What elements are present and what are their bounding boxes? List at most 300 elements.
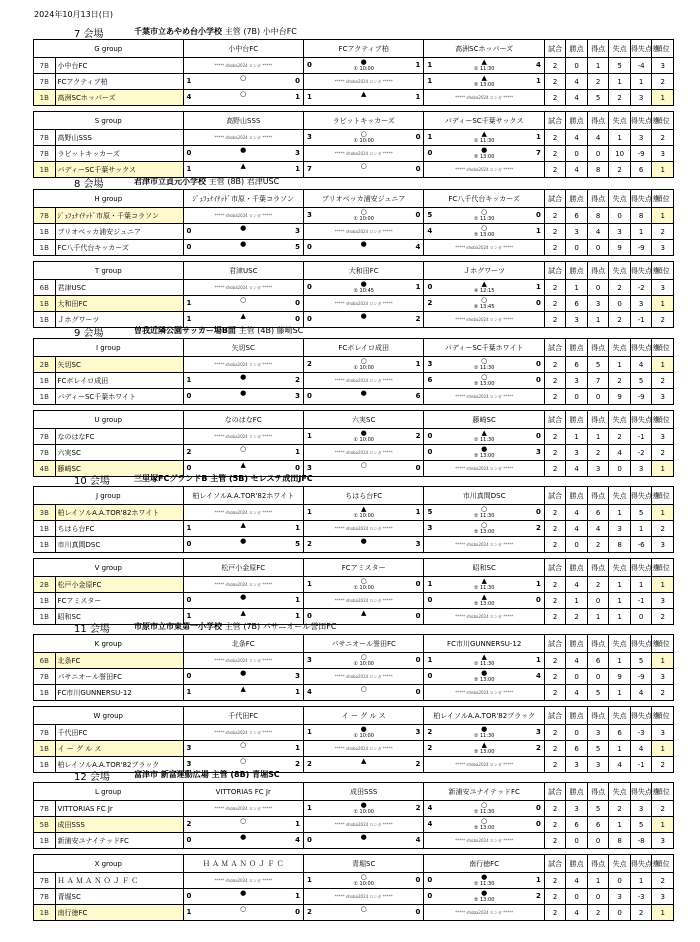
result-mark: ○ bbox=[360, 685, 367, 693]
stat-played: 2 bbox=[544, 685, 566, 701]
match-cell bbox=[424, 801, 544, 817]
team-rank: 3 bbox=[652, 593, 674, 609]
match-cell bbox=[303, 130, 423, 146]
goals-against: 2 bbox=[295, 376, 300, 384]
result-mark: ● bbox=[240, 889, 247, 897]
goals-against: 1 bbox=[295, 596, 300, 604]
stat-goal-diff: 1 bbox=[630, 873, 652, 889]
match-time: ① 10:00 bbox=[353, 365, 374, 371]
result-mark: ○ bbox=[240, 905, 247, 913]
team-row bbox=[34, 521, 674, 537]
result-mark: ● bbox=[360, 240, 367, 248]
stat-goals-for: 0 bbox=[587, 146, 609, 162]
result-mark: ● bbox=[360, 833, 367, 841]
team-grade: 1B bbox=[34, 224, 56, 240]
venue-header bbox=[34, 473, 674, 485]
self-cell: ***** shoba2024 ロンガ ***** bbox=[183, 873, 303, 889]
opponent-header: バディーSC千葉ホワイト bbox=[424, 339, 544, 357]
match-time: ① 10:00 bbox=[353, 216, 374, 222]
venue-header bbox=[34, 769, 674, 781]
header-played: 試合 bbox=[544, 190, 566, 208]
goals-against: 2 bbox=[415, 315, 421, 323]
team-name: 大和田FC bbox=[55, 296, 183, 312]
match-cell bbox=[183, 389, 303, 405]
header-played: 試合 bbox=[544, 783, 566, 801]
self-cell: ***** shoba2024 ロンガ ***** bbox=[424, 905, 544, 921]
result-mark: ● bbox=[240, 373, 247, 381]
stat-played: 2 bbox=[544, 58, 566, 74]
stat-goals-for: 0 bbox=[587, 889, 609, 905]
team-rank: 3 bbox=[652, 833, 674, 849]
stat-goals-for: 4 bbox=[587, 521, 609, 537]
stat-points: 3 bbox=[566, 373, 588, 389]
stat-goals-against: 1 bbox=[609, 505, 631, 521]
stat-played: 2 bbox=[544, 445, 566, 461]
result-mark: ○ bbox=[481, 224, 488, 232]
group-table bbox=[33, 854, 674, 921]
stat-goals-for: 5 bbox=[587, 801, 609, 817]
team-row bbox=[34, 58, 674, 74]
result-mark: ○ bbox=[360, 208, 367, 216]
header-goals: 得点 bbox=[587, 112, 609, 130]
goals-for: 4 bbox=[427, 804, 433, 812]
group-title: U group bbox=[34, 411, 184, 429]
goals-for: 0 bbox=[306, 243, 312, 251]
goals-against: 1 bbox=[295, 820, 300, 828]
header-goals: 得点 bbox=[587, 559, 609, 577]
goals-for: 1 bbox=[186, 376, 192, 384]
result-mark: ○ bbox=[481, 817, 488, 825]
group-table bbox=[33, 39, 674, 106]
venue-host: 主管 (4B) 藤崎SC bbox=[238, 326, 304, 335]
stat-points: 4 bbox=[566, 162, 588, 178]
goals-for: 1 bbox=[306, 93, 312, 101]
team-rank: 2 bbox=[652, 130, 674, 146]
match-cell bbox=[424, 889, 544, 905]
match-time: ④ 12:15 bbox=[473, 288, 495, 294]
match-cell bbox=[303, 905, 423, 921]
goals-against: 0 bbox=[295, 464, 300, 472]
header-lost: 失点 bbox=[609, 635, 631, 653]
stat-played: 2 bbox=[544, 312, 566, 328]
stat-goal-diff: 1 bbox=[630, 577, 652, 593]
goals-for: 3 bbox=[306, 133, 312, 141]
goals-against: 4 bbox=[295, 836, 300, 844]
stat-goals-for: 1 bbox=[587, 609, 609, 625]
stat-goal-diff: 5 bbox=[630, 505, 652, 521]
stat-goals-against: 9 bbox=[609, 240, 631, 256]
team-name: Ｈ Ａ Ｍ Ａ Ｎ Ｏ Ｊ Ｆ Ｃ bbox=[55, 873, 183, 889]
team-row bbox=[34, 817, 674, 833]
venue-number: 7 会場 bbox=[74, 29, 104, 40]
team-row bbox=[34, 685, 674, 701]
stat-goals-against: 2 bbox=[609, 373, 631, 389]
stat-goals-for: 6 bbox=[587, 505, 609, 521]
result-mark: ○ bbox=[240, 445, 247, 453]
match-cell bbox=[303, 653, 423, 669]
match-cell bbox=[424, 669, 544, 685]
stat-played: 2 bbox=[544, 74, 566, 90]
result-mark: ○ bbox=[481, 505, 488, 513]
goals-against: 3 bbox=[295, 227, 300, 235]
stat-points: 0 bbox=[566, 58, 588, 74]
stat-points: 6 bbox=[566, 296, 588, 312]
header-played: 試合 bbox=[544, 487, 566, 505]
header-rank: 順位 bbox=[652, 635, 674, 653]
goals-against: 1 bbox=[415, 283, 421, 291]
result-mark: ▲ bbox=[481, 577, 487, 585]
opponent-header: 青堀SC bbox=[303, 855, 423, 873]
stat-goal-diff: 4 bbox=[630, 741, 652, 757]
goals-for: 5 bbox=[427, 508, 433, 516]
result-mark: ○ bbox=[481, 801, 488, 809]
match-cell bbox=[424, 208, 544, 224]
venue-header bbox=[34, 26, 674, 38]
stat-goals-against: 1 bbox=[609, 593, 631, 609]
header-win-points: 勝点 bbox=[566, 411, 588, 429]
opponent-header: バディーSC千葉サックス bbox=[424, 112, 544, 130]
match-cell bbox=[183, 669, 303, 685]
stat-goal-diff: 3 bbox=[630, 296, 652, 312]
match-time: ① 10:00 bbox=[353, 585, 374, 591]
team-row bbox=[34, 280, 674, 296]
goals-for: 2 bbox=[427, 299, 433, 307]
group-header-row bbox=[34, 262, 674, 280]
team-grade: 2B bbox=[34, 577, 56, 593]
self-cell: ***** shoba2024 ロンガ ***** bbox=[424, 90, 544, 106]
result-mark: ● bbox=[240, 146, 247, 154]
goals-against: 1 bbox=[535, 77, 541, 85]
result-mark: ○ bbox=[360, 162, 367, 170]
match-cell bbox=[424, 577, 544, 593]
match-time: ② 11:30 bbox=[473, 513, 495, 519]
stat-goals-for: 0 bbox=[587, 389, 609, 405]
team-name: 千代田FC bbox=[55, 725, 183, 741]
header-played: 試合 bbox=[544, 855, 566, 873]
stat-goal-diff: -1 bbox=[630, 312, 652, 328]
header-rank: 順位 bbox=[652, 855, 674, 873]
team-name: なのはなFC bbox=[55, 429, 183, 445]
group-header-row bbox=[34, 783, 674, 801]
stat-points: 4 bbox=[566, 461, 588, 477]
header-win-points: 勝点 bbox=[566, 635, 588, 653]
stat-goal-diff: 1 bbox=[630, 74, 652, 90]
stat-goals-for: 5 bbox=[587, 685, 609, 701]
team-rank: 1 bbox=[652, 162, 674, 178]
match-cell bbox=[424, 725, 544, 741]
header-goals: 得点 bbox=[587, 411, 609, 429]
match-cell bbox=[183, 521, 303, 537]
stat-goals-for: 2 bbox=[587, 537, 609, 553]
team-grade: 1B bbox=[34, 240, 56, 256]
team-name: 高野山SSS bbox=[55, 130, 183, 146]
result-mark: ● bbox=[240, 389, 247, 397]
stat-goals-against: 2 bbox=[609, 90, 631, 106]
team-row bbox=[34, 146, 674, 162]
stat-goals-against: 4 bbox=[609, 445, 631, 461]
stat-goals-against: 1 bbox=[609, 74, 631, 90]
team-grade: 7B bbox=[34, 146, 56, 162]
group-table bbox=[33, 410, 674, 477]
stat-played: 2 bbox=[544, 224, 566, 240]
match-time: ② 11:30 bbox=[473, 585, 495, 591]
goals-against: 3 bbox=[536, 448, 541, 456]
venue-header bbox=[34, 325, 674, 337]
stat-points: 4 bbox=[566, 873, 588, 889]
result-mark: ● bbox=[240, 833, 247, 841]
goals-against: 5 bbox=[295, 243, 300, 251]
result-mark: ○ bbox=[481, 296, 488, 304]
stat-goals-for: 2 bbox=[587, 74, 609, 90]
result-mark: ● bbox=[360, 725, 367, 733]
team-name: バディーSC千葉サックス bbox=[55, 162, 183, 178]
stat-goal-diff: 3 bbox=[630, 130, 652, 146]
team-row bbox=[34, 801, 674, 817]
goals-against: 1 bbox=[536, 133, 541, 141]
team-rank: 2 bbox=[652, 521, 674, 537]
stat-goals-for: 5 bbox=[587, 741, 609, 757]
goals-for: 3 bbox=[306, 464, 312, 472]
result-mark: ▲ bbox=[361, 505, 367, 513]
goals-for: 6 bbox=[427, 376, 433, 384]
stat-goals-against: 0 bbox=[609, 873, 631, 889]
goals-against: 2 bbox=[536, 524, 541, 532]
opponent-header: 小中台FC bbox=[183, 40, 303, 58]
self-cell: ***** shoba2024 ロンガ ***** bbox=[424, 162, 544, 178]
self-cell: ***** shoba2024 ロンガ ***** bbox=[303, 296, 423, 312]
header-lost: 失点 bbox=[609, 411, 631, 429]
result-mark: ○ bbox=[481, 357, 488, 365]
stat-points: 4 bbox=[566, 905, 588, 921]
stat-played: 2 bbox=[544, 609, 566, 625]
goals-against: 4 bbox=[415, 243, 421, 251]
stat-goals-against: 2 bbox=[609, 162, 631, 178]
goals-against: 0 bbox=[536, 820, 541, 828]
result-mark: ○ bbox=[481, 373, 488, 381]
stat-played: 2 bbox=[544, 577, 566, 593]
match-time: ⑤ 13:00 bbox=[473, 82, 495, 88]
stat-played: 2 bbox=[544, 357, 566, 373]
stat-goals-against: 10 bbox=[609, 146, 631, 162]
match-cell bbox=[183, 741, 303, 757]
goals-for: 1 bbox=[306, 876, 312, 884]
goals-against: 2 bbox=[535, 892, 541, 900]
self-cell: ***** shoba2024 ロンガ ***** bbox=[424, 685, 544, 701]
venue-location: 三里塚FCグランドB 主管 (5B) セレステ成田JFC bbox=[134, 474, 313, 483]
goals-for: 0 bbox=[186, 227, 192, 235]
self-cell: ***** shoba2024 ロンガ ***** bbox=[424, 389, 544, 405]
stat-goals-for: 1 bbox=[587, 873, 609, 889]
stat-goal-diff: 6 bbox=[630, 162, 652, 178]
header-rank: 順位 bbox=[652, 112, 674, 130]
result-mark: ▲ bbox=[481, 280, 487, 288]
team-name: 六実SC bbox=[55, 445, 183, 461]
stat-goals-for: 0 bbox=[587, 669, 609, 685]
team-rank: 2 bbox=[652, 757, 674, 773]
venue-header bbox=[34, 176, 674, 188]
goals-for: 0 bbox=[186, 540, 192, 548]
goals-for: 7 bbox=[306, 165, 312, 173]
goals-against: 1 bbox=[295, 93, 300, 101]
match-time: ② 11:30 bbox=[473, 66, 495, 72]
group-table bbox=[33, 111, 674, 178]
team-row bbox=[34, 725, 674, 741]
self-cell: ***** shoba2024 ロンガ ***** bbox=[303, 74, 423, 90]
goals-for: 1 bbox=[186, 299, 192, 307]
stat-goal-diff: -9 bbox=[630, 389, 652, 405]
stat-goals-for: 1 bbox=[587, 58, 609, 74]
team-grade: 1B bbox=[34, 833, 56, 849]
team-grade: 7B bbox=[34, 429, 56, 445]
match-cell bbox=[424, 521, 544, 537]
team-grade: 2B bbox=[34, 357, 56, 373]
team-name: FC八千代台キッカーズ bbox=[55, 240, 183, 256]
stat-goal-diff: -9 bbox=[630, 669, 652, 685]
header-played: 試合 bbox=[544, 635, 566, 653]
result-mark: ● bbox=[360, 58, 367, 66]
match-time: ⑤ 13:00 bbox=[473, 381, 495, 387]
team-name: 柏レイソルA.A.TOR'82ブラック bbox=[55, 757, 183, 773]
group-table bbox=[33, 558, 674, 625]
match-time: ⑤ 13:00 bbox=[473, 453, 495, 459]
team-rank: 1 bbox=[652, 505, 674, 521]
opponent-header: FCアクティブ柏 bbox=[303, 40, 423, 58]
group-header-row bbox=[34, 635, 674, 653]
goals-for: 1 bbox=[427, 656, 433, 664]
stat-goals-against: 0 bbox=[609, 905, 631, 921]
team-rank: 3 bbox=[652, 669, 674, 685]
header-played: 試合 bbox=[544, 707, 566, 725]
match-cell bbox=[183, 373, 303, 389]
stat-goals-against: 2 bbox=[609, 801, 631, 817]
stat-played: 2 bbox=[544, 429, 566, 445]
stat-goals-for: 1 bbox=[587, 312, 609, 328]
result-mark: ● bbox=[240, 669, 247, 677]
result-mark: ○ bbox=[360, 905, 367, 913]
goals-for: 0 bbox=[306, 392, 312, 400]
match-time: ⑤ 13:00 bbox=[473, 154, 495, 160]
team-row bbox=[34, 537, 674, 553]
opponent-header: 北条FC bbox=[183, 635, 303, 653]
team-name: 柏レイソルA.A.TOR'82ホワイト bbox=[55, 505, 183, 521]
header-goals: 得点 bbox=[587, 40, 609, 58]
goals-against: 1 bbox=[415, 61, 421, 69]
team-row bbox=[34, 889, 674, 905]
team-rank: 2 bbox=[652, 74, 674, 90]
match-time: ② 11:30 bbox=[473, 733, 495, 739]
stat-goals-for: 0 bbox=[587, 240, 609, 256]
stat-goals-for: 3 bbox=[587, 461, 609, 477]
match-cell bbox=[303, 90, 423, 106]
team-row bbox=[34, 357, 674, 373]
self-cell: ***** shoba2024 ロンガ ***** bbox=[183, 208, 303, 224]
stat-goals-against: 0 bbox=[609, 208, 631, 224]
stat-points: 1 bbox=[566, 429, 588, 445]
goals-against: 0 bbox=[415, 165, 421, 173]
goals-for: 4 bbox=[427, 820, 433, 828]
goals-for: 2 bbox=[306, 360, 312, 368]
match-time: ② 11:30 bbox=[473, 809, 495, 815]
goals-against: 1 bbox=[295, 448, 300, 456]
team-rank: 3 bbox=[652, 537, 674, 553]
team-rank: 2 bbox=[652, 873, 674, 889]
team-grade: 6B bbox=[34, 280, 56, 296]
stat-played: 2 bbox=[544, 146, 566, 162]
opponent-header: 矢切SC bbox=[183, 339, 303, 357]
team-grade: 7B bbox=[34, 445, 56, 461]
goals-for: 0 bbox=[306, 836, 312, 844]
stat-goals-for: 4 bbox=[587, 130, 609, 146]
goals-against: 1 bbox=[536, 283, 541, 291]
stat-goal-diff: -8 bbox=[630, 833, 652, 849]
stat-points: 4 bbox=[566, 685, 588, 701]
goals-for: 3 bbox=[306, 656, 312, 664]
goals-for: 1 bbox=[186, 315, 192, 323]
goals-for: 3 bbox=[306, 211, 312, 219]
header-win-points: 勝点 bbox=[566, 487, 588, 505]
team-name: 君津USC bbox=[55, 280, 183, 296]
stat-goals-against: 9 bbox=[609, 669, 631, 685]
team-name: イ ー グ ル ス bbox=[55, 741, 183, 757]
header-lost: 失点 bbox=[609, 190, 631, 208]
header-goals: 得点 bbox=[587, 262, 609, 280]
stat-goals-against: 1 bbox=[609, 577, 631, 593]
team-row bbox=[34, 240, 674, 256]
result-mark: ● bbox=[481, 873, 488, 881]
opponent-header: 松戸小金原FC bbox=[183, 559, 303, 577]
match-cell bbox=[183, 90, 303, 106]
team-name: FCアクティブ柏 bbox=[55, 74, 183, 90]
header-diff: 得失点差 bbox=[630, 707, 652, 725]
result-mark: ▲ bbox=[360, 90, 367, 98]
stat-goals-for: 8 bbox=[587, 208, 609, 224]
goals-against: 0 bbox=[536, 360, 541, 368]
match-time: ① 10:00 bbox=[353, 733, 374, 739]
header-rank: 順位 bbox=[652, 487, 674, 505]
goals-for: 2 bbox=[427, 728, 433, 736]
stat-goal-diff: 1 bbox=[630, 521, 652, 537]
stat-points: 4 bbox=[566, 74, 588, 90]
goals-against: 0 bbox=[536, 299, 541, 307]
stat-goal-diff: -1 bbox=[630, 593, 652, 609]
self-cell: ***** shoba2024 ロンガ ***** bbox=[303, 741, 423, 757]
goals-against: 0 bbox=[415, 908, 421, 916]
goals-for: 0 bbox=[186, 836, 192, 844]
match-time: ⑤ 13:00 bbox=[473, 601, 495, 607]
goals-for: 2 bbox=[186, 448, 192, 456]
team-grade: 7B bbox=[34, 58, 56, 74]
result-mark: ● bbox=[240, 240, 247, 248]
goals-against: 3 bbox=[295, 392, 300, 400]
stat-goals-against: 1 bbox=[609, 685, 631, 701]
match-cell bbox=[303, 240, 423, 256]
stat-goals-against: 9 bbox=[609, 389, 631, 405]
stat-goals-against: 1 bbox=[609, 130, 631, 146]
team-grade: 1B bbox=[34, 593, 56, 609]
match-cell bbox=[424, 593, 544, 609]
goals-against: 3 bbox=[415, 728, 421, 736]
match-cell bbox=[303, 280, 423, 296]
team-grade: 1B bbox=[34, 296, 56, 312]
goals-for: 0 bbox=[427, 432, 433, 440]
result-mark: ▲ bbox=[240, 162, 246, 170]
stat-played: 2 bbox=[544, 669, 566, 685]
goals-against: 1 bbox=[415, 508, 421, 516]
goals-for: 1 bbox=[306, 508, 312, 516]
goals-for: 0 bbox=[186, 149, 192, 157]
goals-against: 1 bbox=[295, 612, 300, 620]
self-cell: ***** shoba2024 ロンガ ***** bbox=[183, 653, 303, 669]
